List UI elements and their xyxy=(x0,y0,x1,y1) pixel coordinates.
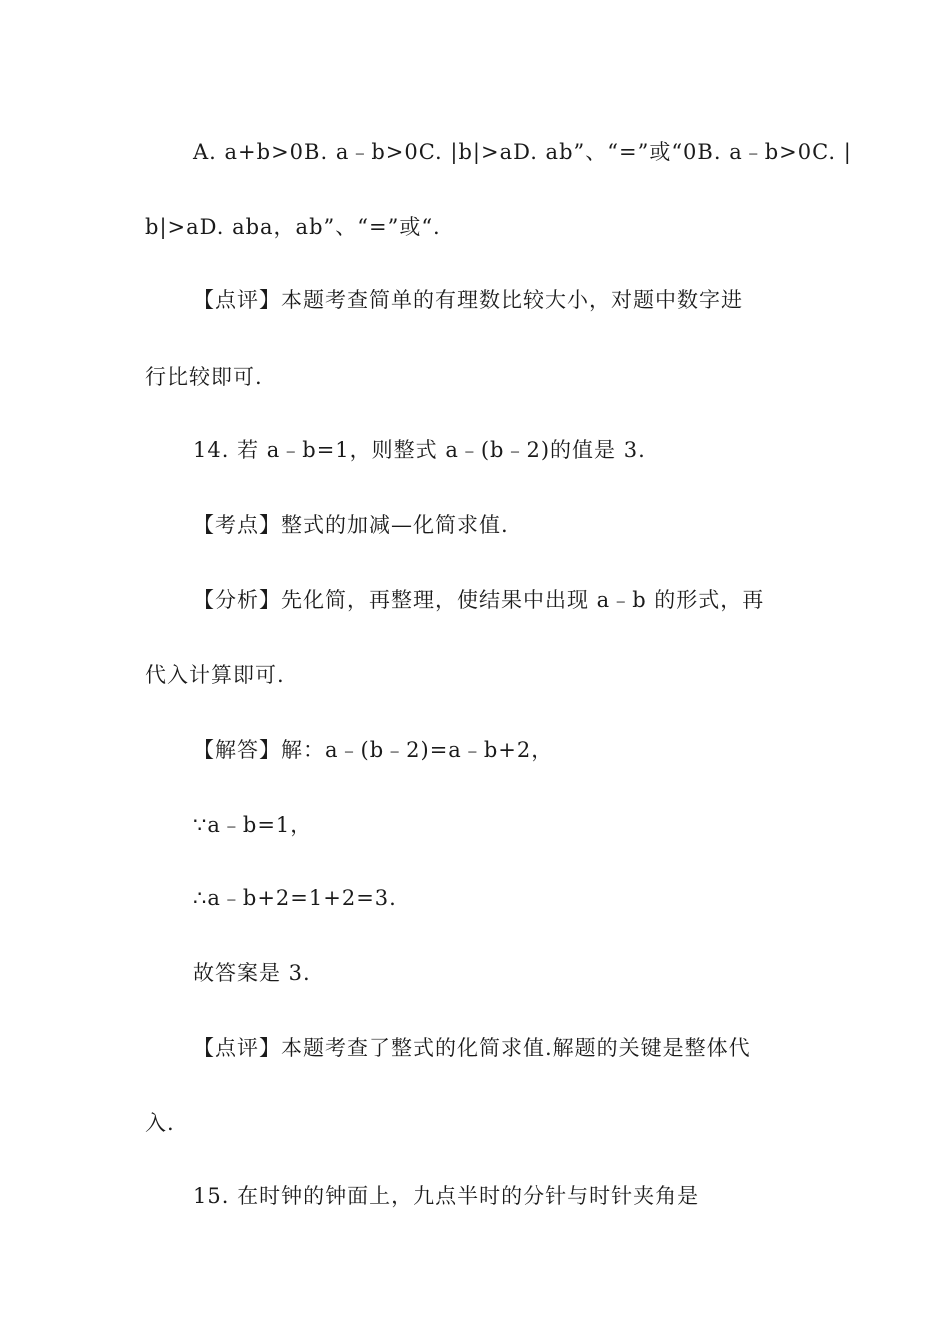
text-line: 代入计算即可. xyxy=(145,663,285,687)
question-15: 15. 在时钟的钟面上，九点半时的分针与时针夹角是 xyxy=(193,1184,700,1208)
knowledge-point-line: 【考点】整式的加减—化简求值. xyxy=(193,513,509,537)
question-14: 14. 若 a﹣b=1，则整式 a﹣(b﹣2)的值是 3. xyxy=(193,438,646,462)
comment-heading-line: 【点评】本题考查简单的有理数比较大小，对题中数字进 xyxy=(193,288,743,312)
comment-line: 【点评】本题考查了整式的化简求值.解题的关键是整体代 xyxy=(193,1036,751,1060)
analysis-line: 【分析】先化简，再整理，使结果中出现 a﹣b 的形式，再 xyxy=(193,588,765,612)
text-line: A. a+b>0B. a﹣b>0C. |b|>aD. ab”、“=”或“0B. a﹣b>0C. | xyxy=(193,140,852,164)
text-line: b|>aD. aba，ab”、“=”或“. xyxy=(145,215,441,239)
text-line: 行比较即可. xyxy=(145,365,263,389)
because-line: ∵a﹣b=1， xyxy=(193,813,313,837)
therefore-line: ∴a﹣b+2=1+2=3. xyxy=(193,886,397,910)
text-line: 入. xyxy=(145,1111,175,1135)
answer-line: 故答案是 3. xyxy=(193,961,311,985)
solution-line: 【解答】解：a﹣(b﹣2)=a﹣b+2， xyxy=(193,738,554,762)
